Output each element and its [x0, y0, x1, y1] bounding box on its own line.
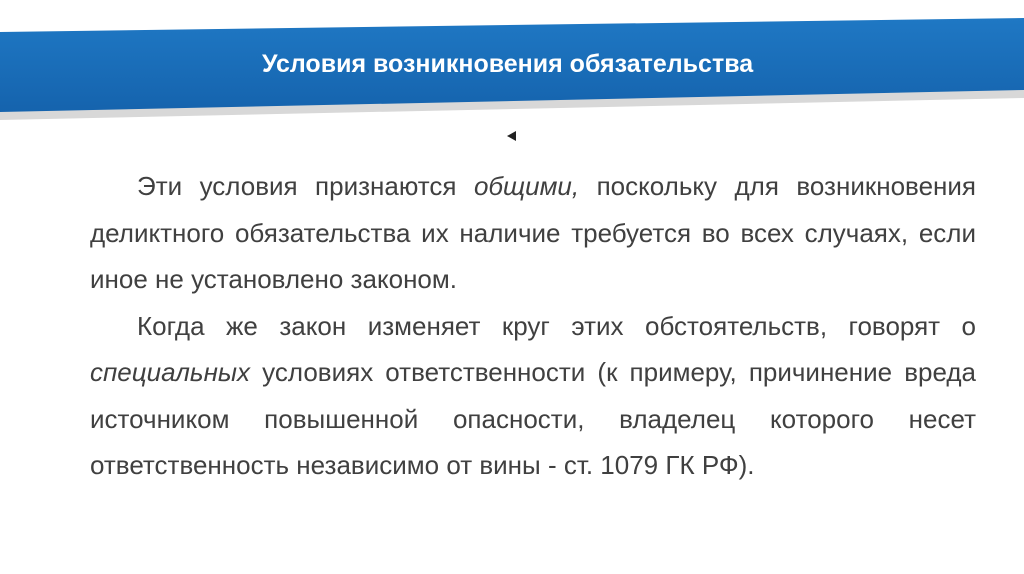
paragraph-2-emphasis: специальных [90, 357, 251, 387]
paragraph-2-text-b: условиях ответственности (к примеру, причинение вреда источником повышенной опасности, владелец которого несет ответственность независимо от вины - ст. 1079 ГК РФ). [90, 357, 976, 480]
paragraph-1-text-a: Эти условия признаются [137, 171, 474, 201]
page-title: Условия возникновения обязательства [262, 50, 754, 78]
paragraph-1 [90, 163, 976, 303]
paragraph-1-text-b: поскольку для возникновения деликтного обязательства их наличие требуется во всех случаях, если иное не установлено законом. [90, 171, 976, 294]
paragraph-2-text-a: Когда же закон изменяет круг этих обстоятельств, говорят о [137, 310, 976, 341]
paragraph-1-emphasis: общими, [473, 171, 580, 201]
paragraph-2 [90, 303, 976, 489]
slide-body [90, 163, 976, 489]
title-banner [0, 0, 1024, 130]
pointer-icon [507, 131, 516, 141]
